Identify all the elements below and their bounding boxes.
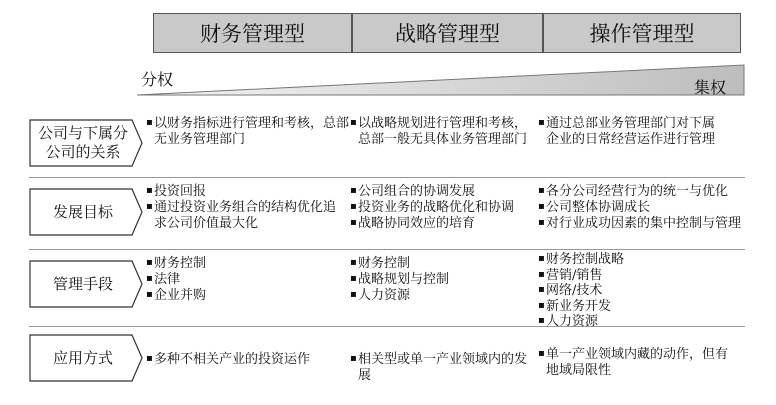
list-item: ▪ 新业务开发 <box>538 299 738 315</box>
row-label-application <box>29 334 144 382</box>
list-item: ▪ 单一产业领域内藏的动作，但有地域局限性 <box>538 347 733 379</box>
header-financial: 财务管理型 <box>153 13 352 53</box>
list-item: ▪ 通过投资业务组合的结构优化追求公司价值最大化 <box>146 200 346 232</box>
list-item: ▪ 网络/技术 <box>538 283 738 299</box>
list-item: ▪ 法律 <box>146 272 336 288</box>
cell-relationship-operational <box>538 116 718 148</box>
row-label-relationship <box>29 119 144 167</box>
list-item: ▪ 财务控制 <box>350 256 535 272</box>
cell-goal-financial <box>146 184 346 232</box>
scale-right-label: 集权 <box>694 78 727 97</box>
list-item: ▪ 对行业成功因素的集中控制与管理 <box>538 216 772 232</box>
list-item: ▪ 各分公司经营行为的统一与优化 <box>538 184 772 200</box>
row-divider <box>29 249 745 250</box>
list-item: ▪ 战略规划与控制 <box>350 272 535 288</box>
list-item: ▪ 通过总部业务管理部门对下属企业的日常经营运作进行管理 <box>538 116 718 148</box>
decentralization-wedge <box>137 63 747 99</box>
scale-left-label: 分权 <box>141 70 174 89</box>
list-item: ▪ 投资回报 <box>146 184 346 200</box>
list-item: ▪ 投资业务的战略优化和协调 <box>350 200 542 216</box>
list-item: ▪ 相关型或单一产业领域内的发展 <box>350 352 530 384</box>
row-divider <box>29 177 745 178</box>
list-item: ▪ 以财务指标进行管理和考核，总部无业务管理部门 <box>146 116 351 148</box>
cell-relationship-strategic <box>350 116 535 148</box>
list-item: ▪ 财务控制 <box>146 256 336 272</box>
list-item: ▪ 公司组合的协调发展 <box>350 184 542 200</box>
list-item: ▪ 企业并购 <box>146 288 336 304</box>
list-item: ▪ 人力资源 <box>538 314 738 330</box>
row-label-text: 发展目标 <box>52 202 113 221</box>
cell-goal-operational <box>538 184 772 232</box>
list-item: ▪ 营销/销售 <box>538 268 738 284</box>
cell-means-financial <box>146 256 336 304</box>
cell-relationship-financial <box>146 116 351 148</box>
list-item: ▪ 多种不相关产业的投资运作 <box>146 352 346 368</box>
cell-application-strategic <box>350 352 530 384</box>
cell-means-strategic <box>350 256 535 304</box>
cell-goal-strategic <box>350 184 542 232</box>
header-operational: 操作管理型 <box>543 13 741 53</box>
list-item: ▪ 战略协同效应的培育 <box>350 216 542 232</box>
row-label-text: 应用方式 <box>52 348 113 367</box>
list-item: ▪ 人力资源 <box>350 288 535 304</box>
cell-application-operational <box>538 347 733 379</box>
row-label-means <box>29 260 144 308</box>
header-strategic: 战略管理型 <box>352 13 543 53</box>
cell-means-operational <box>538 252 738 330</box>
row-label-goal <box>29 188 144 236</box>
cell-application-financial <box>146 352 346 368</box>
list-item: ▪ 财务控制战略 <box>538 252 738 268</box>
row-label-text: 公司与下属分公司的关系 <box>37 124 128 161</box>
list-item: ▪ 以战略规划进行管理和考核，总部一般无具体业务管理部门 <box>350 116 535 148</box>
list-item: ▪ 公司整体协调成长 <box>538 200 772 216</box>
row-label-text: 管理手段 <box>52 274 113 293</box>
